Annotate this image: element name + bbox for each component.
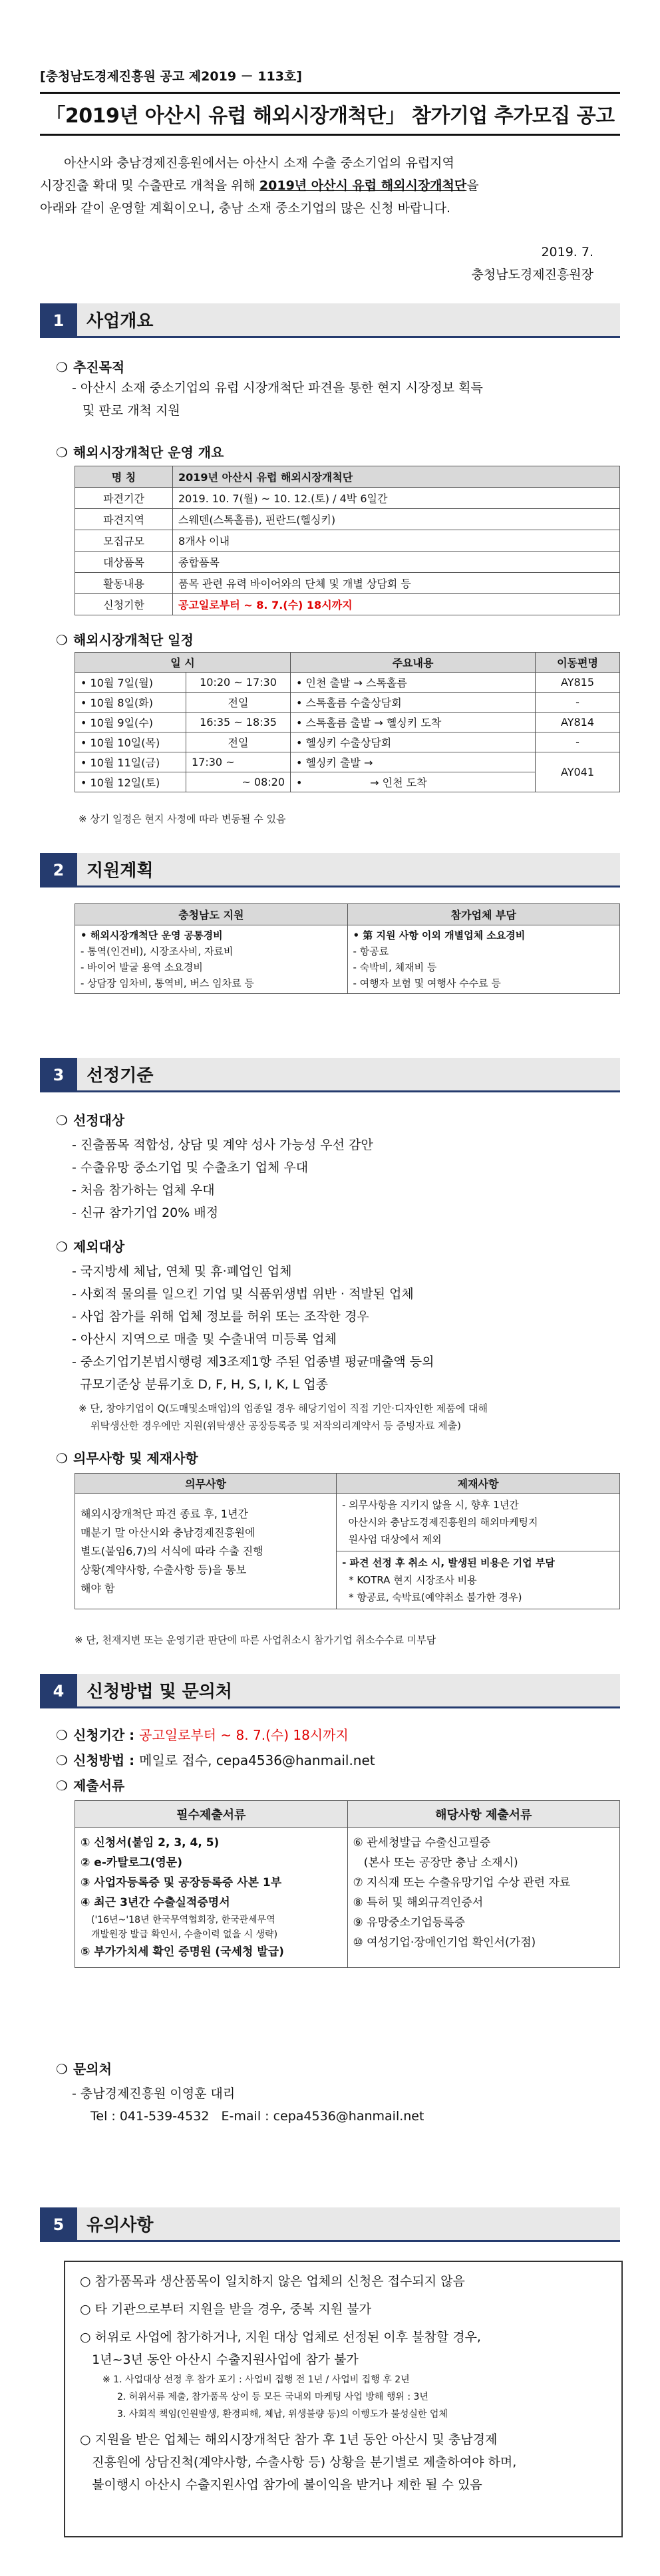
table-cell: 17:30 ~ xyxy=(186,752,291,772)
section-number: 4 xyxy=(40,1674,77,1708)
subheading-text: 문의처 xyxy=(73,2061,112,2077)
duties-note: ※ 단, 천재지변 또는 운영기관 판단에 따른 사업취소시 참가기업 취소수수료 미부담 xyxy=(75,1634,436,1646)
section-number: 2 xyxy=(40,853,77,887)
section-title: 신청방법 및 문의처 xyxy=(77,1674,620,1708)
table-cell: • 스톡홀름 수출상담회 xyxy=(291,693,536,713)
penalty-item: 3. 사회적 책임(인원발생, 환경피해, 체납, 위생불량 등)의 이행도가 불성실한 업체 xyxy=(117,2409,448,2420)
sanctions-cell xyxy=(337,1494,620,1609)
cautions-box xyxy=(64,2261,623,2537)
table-row xyxy=(75,732,620,752)
doc-item: ⑥ 관세청발급 수출신고필증 xyxy=(353,1836,491,1850)
contact-info xyxy=(72,2082,424,2128)
required-docs-cell xyxy=(75,1828,348,1968)
notice-number: [충청남도경제진흥원 공고 제2019 － 113호] xyxy=(40,69,302,84)
page-title: 「2019년 아산시 유럽 해외시장개척단」 참가기업 추가모집 공고 xyxy=(40,92,620,136)
table-row xyxy=(75,673,620,693)
text-line: 및 판로 개척 지원 xyxy=(82,403,180,418)
intro-text: 을 xyxy=(466,178,479,193)
subheading-text: 선정대상 xyxy=(73,1112,125,1128)
cell-line: - 의무사항을 지키지 않을 시, 향후 1년간 xyxy=(342,1499,519,1511)
cautions-list xyxy=(65,2262,621,2496)
cell-line: * 항공료, 숙박료(예약취소 불가한 경우) xyxy=(349,1591,522,1603)
table-cell: AY041 xyxy=(536,752,620,792)
subheading-text: 제출서류 xyxy=(73,1778,125,1794)
subheading-text: 해외시장개척단 일정 xyxy=(73,632,194,648)
cell-item: - 여행자 보험 및 여행사 수수료 등 xyxy=(353,977,501,989)
table-header: 이동편명 xyxy=(536,653,620,673)
period-value: 공고일로부터 ~ 8. 7.(수) 18시까지 xyxy=(139,1727,349,1743)
table-header: 제재사항 xyxy=(337,1474,620,1494)
list-item: - 중소기업기본법시행령 제3조제1항 주된 업종별 평균매출액 등의 xyxy=(72,1355,434,1369)
table-header: 주요내용 xyxy=(291,653,536,673)
table-cell: • 10월 10일(목) xyxy=(75,732,186,752)
table-cell: 2019. 10. 7(월) ~ 10. 12.(토) / 4박 6일간 xyxy=(173,488,620,509)
support-cell-left xyxy=(75,925,348,994)
table-row xyxy=(75,693,620,713)
bullet-circle-icon: ❍ xyxy=(56,1778,68,1794)
caution-item: 1년~3년 동안 아산시 수출지원사업에 참가 불가 xyxy=(80,2352,359,2367)
caution-item: 불이행시 아산시 수출지원사업 참가에 불이익을 받거나 제한 될 수 있음 xyxy=(80,2478,482,2492)
selection-list xyxy=(72,1134,373,1224)
table-header: 참가업체 부담 xyxy=(347,904,620,925)
subheading-schedule xyxy=(56,629,194,649)
table-cell: 파견지역 xyxy=(75,509,173,530)
caution-item: ○ 지원을 받은 업체는 해외시장개척단 참가 후 1년 동안 아산시 및 충남경제 xyxy=(80,2432,498,2447)
table-row xyxy=(75,594,620,615)
section-header-5 xyxy=(40,2207,620,2242)
section-number: 1 xyxy=(40,303,77,338)
intro-line xyxy=(40,174,620,197)
cell-title: • 第 지원 사항 이외 개별업체 소요경비 xyxy=(353,929,526,941)
section-title: 유의사항 xyxy=(77,2207,620,2242)
table-header: 해당사항 제출서류 xyxy=(347,1801,620,1828)
table-cell: 8개사 이내 xyxy=(173,530,620,552)
issuer: 충청남도경제진흥원장 xyxy=(471,267,593,282)
table-cell: • 스톡홀름 출발 → 헬싱키 도착 xyxy=(291,713,536,732)
cell-item: - 항공료 xyxy=(353,945,389,957)
doc-item: ⑩ 여성기업·장애인기업 확인서(가점) xyxy=(353,1936,536,1949)
table-row xyxy=(75,752,620,772)
doc-item: ⑤ 부가가치세 확인 증명원 (국세청 발급) xyxy=(81,1945,284,1959)
list-item: - 신규 참가기업 20% 배정 xyxy=(72,1206,219,1220)
cell-line: * KOTRA 현지 시장조사 비용 xyxy=(349,1574,477,1586)
application-period xyxy=(56,1724,349,1744)
list-item: - 사업 참가를 위해 업체 정보를 허위 또는 조작한 경우 xyxy=(72,1309,369,1324)
bullet-circle-icon: ❍ xyxy=(56,632,68,648)
table-cell: 대상품목 xyxy=(75,552,173,573)
table-cell: 파견기간 xyxy=(75,488,173,509)
doc-item: ④ 최근 3년간 수출실적증명서 xyxy=(81,1896,230,1909)
sanction-block-2 xyxy=(337,1551,619,1609)
section-header-4 xyxy=(40,1674,620,1708)
subheading-text: 제외대상 xyxy=(73,1239,125,1255)
list-item: - 진출품목 적합성, 상담 및 계약 성사 가능성 우선 감안 xyxy=(72,1138,373,1152)
table-cell: 16:35 ~ 18:35 xyxy=(186,713,291,732)
table-row xyxy=(75,552,620,573)
intro-paragraph xyxy=(40,152,620,220)
purpose-text xyxy=(72,377,483,422)
table-cell: AY815 xyxy=(536,673,620,693)
subheading-selection xyxy=(56,1110,124,1129)
doc-item: ③ 사업자등록증 및 공장등록증 사본 1부 xyxy=(81,1876,282,1889)
bullet-circle-icon: ❍ xyxy=(56,2061,68,2077)
penalty-item: ※ 1. 사업대상 선정 후 참가 포기 : 사업비 집행 전 1년 / 사업비 집행 후 2년 xyxy=(102,2374,410,2385)
table-row xyxy=(75,713,620,732)
table-cell: 품목 관련 유력 바이어와의 단체 및 개별 상담회 등 xyxy=(173,573,620,594)
caution-item: ○ 허위로 사업에 참가하거나, 지원 대상 업체로 선정된 이후 불참할 경우, xyxy=(80,2330,481,2344)
table-row xyxy=(75,1828,620,1968)
table-cell: • → 인천 도착 xyxy=(291,772,536,792)
bullet-circle-icon: ❍ xyxy=(56,359,68,375)
caution-item: ○ 참가품목과 생산품목이 일치하지 않은 업체의 신청은 접수되지 않음 xyxy=(80,2274,465,2289)
table-cell: - xyxy=(536,732,620,752)
bullet-circle-icon: ❍ xyxy=(56,1239,68,1255)
cell-title: • 해외시장개척단 운영 공통경비 xyxy=(81,929,223,941)
section-header-2 xyxy=(40,853,620,887)
subheading-purpose xyxy=(56,357,124,376)
table-header: 일 시 xyxy=(75,653,291,673)
subheading-text: 의무사항 및 제재사항 xyxy=(73,1450,198,1466)
list-item: - 사회적 물의를 일으킨 기업 및 식품위생법 위반 · 적발된 업체 xyxy=(72,1287,414,1301)
section-header-1 xyxy=(40,303,620,338)
subheading-contact xyxy=(56,2058,112,2078)
issue-date: 2019. 7. xyxy=(541,245,593,259)
contact-line: Tel : 041-539-4532 E-mail : cepa4536@hanmail.net xyxy=(90,2109,424,2124)
doc-item: ⑦ 지식재 또는 수출유망기업 수상 관련 자료 xyxy=(353,1876,571,1889)
intro-highlight: 2019년 아산시 유럽 해외시장개척단 xyxy=(259,178,467,193)
table-cell: 모집규모 xyxy=(75,530,173,552)
table-row xyxy=(75,509,620,530)
sanction-block-1 xyxy=(337,1494,619,1551)
doc-item: ⑧ 특허 및 해외규격인증서 xyxy=(353,1896,484,1909)
table-row xyxy=(75,488,620,509)
schedule-table xyxy=(75,652,620,792)
doc-note: 개발원장 발급 확인서, 수출이력 없을 시 생략) xyxy=(91,1929,278,1940)
table-cell: AY814 xyxy=(536,713,620,732)
label: 신청방법 : xyxy=(73,1752,135,1768)
cell-title: - 파견 선정 후 취소 시, 발생된 비용은 기업 부담 xyxy=(342,1557,555,1569)
intro-line: 아산시와 충남경제진흥원에서는 아산시 소재 수출 중소기업의 유럽지역 xyxy=(64,156,454,170)
cell-item: - 통역(인건비), 시장조사비, 자료비 xyxy=(81,945,234,957)
section-title: 선정기준 xyxy=(77,1058,620,1092)
duties-table xyxy=(75,1473,620,1609)
duties-cell xyxy=(75,1494,337,1609)
table-cell: • 10월 9일(수) xyxy=(75,713,186,732)
documents-table xyxy=(75,1800,620,1968)
overview-table xyxy=(75,466,620,615)
table-row xyxy=(75,530,620,552)
cell-line: 해야 함 xyxy=(81,1581,115,1595)
support-cell-right xyxy=(347,925,620,994)
table-cell: - xyxy=(536,693,620,713)
table-row xyxy=(75,1494,620,1609)
method-value: 메일로 접수, cepa4536@hanmail.net xyxy=(139,1752,375,1768)
intro-line: 아래와 같이 운영할 계획이오니, 충남 소재 중소기업의 많은 신청 바랍니다. xyxy=(40,201,451,216)
intro-text: 시장진출 확대 및 수출판로 개척을 위해 xyxy=(40,178,259,193)
subheading-overview xyxy=(56,442,224,461)
doc-item: ② e-카탈로그(영문) xyxy=(81,1856,182,1869)
table-cell: 10:20 ~ 17:30 xyxy=(186,673,291,693)
exclusion-list xyxy=(72,1260,434,1396)
doc-item: (본사 또는 공장만 충남 소재시) xyxy=(353,1856,518,1869)
caution-item: 진흥원에 상담진척(계약사항, 수출사항 등) 상황을 분기별로 제출하여야 하며, xyxy=(80,2455,517,2470)
subheading-text: 해외시장개척단 운영 개요 xyxy=(73,444,224,460)
subheading-text: 추진목적 xyxy=(73,359,125,375)
cell-line: 매분기 말 아산시와 충남경제진흥원에 xyxy=(81,1526,255,1539)
section-title: 사업개요 xyxy=(77,303,620,338)
table-header: 충청남도 지원 xyxy=(75,904,348,925)
table-cell: 전일 xyxy=(186,693,291,713)
deadline-value: 공고일로부터 ~ 8. 7.(수) 18시까지 xyxy=(173,594,620,615)
schedule-note: ※ 상기 일정은 현지 사정에 따라 변동될 수 있음 xyxy=(79,813,286,825)
cell-item: - 상담장 임차비, 통역비, 버스 임차료 등 xyxy=(81,977,254,989)
penalty-list xyxy=(80,2371,607,2423)
cell-line: 상황(계약사항, 수출사항 등)을 통보 xyxy=(81,1563,247,1576)
subheading-duties xyxy=(56,1448,198,1467)
list-item: - 아산시 지역으로 매출 및 수출내역 미등록 업체 xyxy=(72,1332,337,1347)
table-row xyxy=(75,925,620,994)
table-cell: 스웨덴(스톡홀름), 핀란드(헬싱키) xyxy=(173,509,620,530)
doc-item: ⑨ 유망중소기업등록증 xyxy=(353,1916,465,1929)
table-cell: • 10월 8일(화) xyxy=(75,693,186,713)
issue-date-block xyxy=(471,241,593,286)
doc-item: ① 신청서(붙임 2, 3, 4, 5) xyxy=(81,1836,220,1850)
table-cell: • 10월 12일(토) xyxy=(75,772,186,792)
cell-line: 별도(붙임6,7)의 서식에 따라 수출 진행 xyxy=(81,1544,263,1557)
text-line: - 아산시 소재 중소기업의 유럽 시장개척단 파견을 통한 현지 시장정보 획득 xyxy=(72,381,483,395)
note-line: 위탁생산한 경우에만 지원(위탁생산 공장등록증 및 저작의리계약서 등 증빙자료 제출) xyxy=(90,1420,462,1432)
table-cell: 신청기한 xyxy=(75,594,173,615)
subheading-documents xyxy=(56,1775,124,1794)
table-cell: • 10월 11일(금) xyxy=(75,752,186,772)
table-cell: 활동내용 xyxy=(75,573,173,594)
label: 신청기간 : xyxy=(73,1727,135,1743)
note-line: ※ 단, 창야기업이 Q(도매및소매업)의 업종일 경우 해당기업이 직접 기안·디자인한 제품에 대해 xyxy=(79,1402,488,1414)
section-number: 3 xyxy=(40,1058,77,1092)
table-header: 명 칭 xyxy=(75,466,173,488)
bullet-circle-icon: ❍ xyxy=(56,444,68,460)
list-item: 규모기준상 분류기호 D, F, H, S, I, K, L 업종 xyxy=(72,1377,329,1392)
table-cell: 종합품목 xyxy=(173,552,620,573)
cell-line: 원사업 대상에서 제외 xyxy=(342,1533,442,1545)
table-cell: • 헬싱키 수출상담회 xyxy=(291,732,536,752)
table-header: 의무사항 xyxy=(75,1474,337,1494)
table-cell: • 헬싱키 출발 → xyxy=(291,752,536,772)
table-row xyxy=(75,573,620,594)
table-cell: • 인천 출발 → 스톡홀름 xyxy=(291,673,536,693)
cell-line: 해외시장개척단 파견 종료 후, 1년간 xyxy=(81,1507,248,1520)
section-number: 5 xyxy=(40,2207,77,2242)
list-item: - 국지방세 체납, 연체 및 휴·폐업인 업체 xyxy=(72,1264,292,1279)
table-cell: • 10월 7일(월) xyxy=(75,673,186,693)
bullet-circle-icon: ❍ xyxy=(56,1727,68,1743)
list-item: - 수출유망 중소기업 및 수출초기 업체 우대 xyxy=(72,1160,309,1175)
contact-line: - 충남경제진흥원 이영훈 대리 xyxy=(72,2086,236,2101)
bullet-circle-icon: ❍ xyxy=(56,1752,68,1768)
support-table xyxy=(75,903,620,994)
caution-item: ○ 타 기관으로부터 지원을 받을 경우, 중복 지원 불가 xyxy=(80,2302,372,2317)
subheading-exclusion xyxy=(56,1236,124,1255)
cell-item: - 숙박비, 체재비 등 xyxy=(353,961,437,973)
list-item: - 처음 참가하는 업체 우대 xyxy=(72,1183,215,1198)
exclusion-note xyxy=(79,1400,488,1434)
table-header: 2019년 아산시 유럽 해외시장개척단 xyxy=(173,466,620,488)
penalty-item: 2. 허위서류 제출, 참가품목 상이 등 모든 국내외 마케팅 사업 방해 행위 : 3년 xyxy=(117,2392,428,2402)
doc-note: ('16년~'18년 한국무역협회장, 한국관세무역 xyxy=(91,1915,275,1925)
section-header-3 xyxy=(40,1058,620,1092)
bullet-circle-icon: ❍ xyxy=(56,1450,68,1466)
table-header: 필수제출서류 xyxy=(75,1801,348,1828)
application-method xyxy=(56,1750,375,1769)
optional-docs-cell xyxy=(347,1828,620,1968)
cell-item: - 바이어 발굴 용역 소요경비 xyxy=(81,961,203,973)
table-cell: 전일 xyxy=(186,732,291,752)
cell-line: 아산시와 충남도경제진흥원의 해외마케팅지 xyxy=(342,1516,538,1528)
table-cell: ~ 08:20 xyxy=(186,772,291,792)
section-title: 지원계획 xyxy=(77,853,620,887)
bullet-circle-icon: ❍ xyxy=(56,1112,68,1128)
